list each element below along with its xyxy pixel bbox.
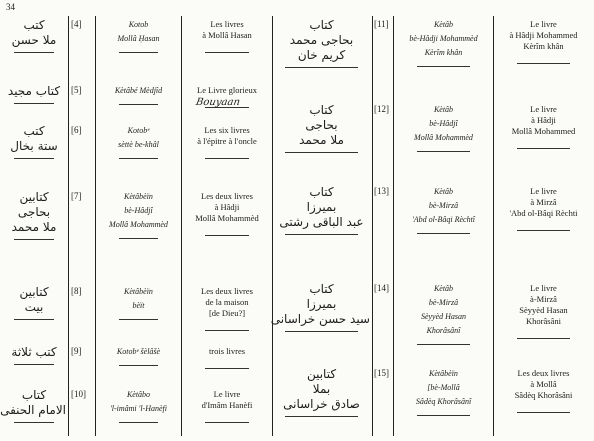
transliteration-line: sèttè be-khâl: [118, 140, 159, 149]
arabic-line: بملا: [312, 382, 331, 396]
transliteration-line: Kètâb: [433, 284, 454, 293]
arabic-line: عبد الباقی رشتی: [279, 215, 364, 229]
arabic-line: کتاب: [309, 282, 334, 296]
french-line: Mollâ Mohammèd: [195, 213, 259, 223]
transliteration-line: Kètâb: [433, 20, 454, 29]
french-line: Kèrîm khân: [523, 41, 564, 51]
transliteration-line: 'l-imâmi 'l-Hanèfi: [110, 404, 167, 413]
entry-number: [12]: [374, 104, 389, 114]
separator-rule: [119, 238, 158, 239]
separator-rule: [517, 63, 570, 64]
separator-rule: [285, 234, 358, 235]
entry-number: [8]: [71, 286, 82, 296]
transliteration-line: Mollâ Mohammèd: [109, 220, 168, 229]
french-line: à Hâdji: [214, 202, 240, 212]
arabic-line: کتابین: [19, 190, 49, 204]
french-line: Le livre: [530, 104, 557, 114]
entry-number: [13]: [374, 186, 389, 196]
transliteration-line: [bè-Mollâ: [427, 383, 460, 392]
french-line: Les deux livres: [201, 191, 253, 201]
transliteration-line: 'Abd ol-Bâqi Rèchtî: [411, 215, 476, 224]
separator-rule: [517, 148, 570, 149]
arabic-line: بمیرزا: [306, 200, 337, 214]
separator-rule: [119, 52, 158, 53]
arabic-line: کتب: [23, 18, 45, 32]
arabic-line: سید حسن خراسانی: [270, 312, 370, 326]
arabic-line: کتابین: [306, 367, 337, 381]
entry-number: [11]: [374, 19, 389, 29]
transliteration-line: Kotobᵉ: [127, 126, 150, 135]
transliteration-line: Mollâ Mohammèd: [414, 133, 473, 142]
separator-rule: [517, 230, 570, 231]
french-line: Les six livres: [204, 125, 250, 135]
separator-rule: [119, 319, 158, 320]
separator-rule: [205, 368, 249, 369]
french-line: Mollâ Mohammed: [511, 126, 576, 136]
arabic-line: صادق خراسانی: [283, 397, 360, 411]
column-divider: [393, 16, 394, 436]
separator-rule: [285, 331, 358, 332]
column-divider: [68, 16, 69, 436]
transliteration-line: bèït: [132, 301, 145, 310]
separator-rule: [14, 239, 54, 240]
arabic-line: بحاجی محمد: [289, 33, 354, 47]
french-line: à Mollâ Hasan: [202, 30, 252, 40]
transliteration-line: Khorâsânî: [426, 326, 461, 335]
arabic-line: کتاب: [21, 388, 47, 402]
french-line: à Hâdji Mohammed: [509, 30, 578, 40]
transliteration-line: Sèyyèd Hasan: [420, 312, 467, 321]
arabic-line: ستة بخال: [10, 139, 58, 153]
french-line: Sâdèq Khorâsâni: [514, 390, 573, 400]
transliteration-line: Kèrîm khân: [424, 48, 463, 57]
french-line: à Hâdji: [531, 115, 556, 125]
french-line: Le livre: [530, 186, 557, 196]
french-line: 'Abd ol-Bâqi Rèchti: [509, 208, 578, 218]
transliteration-line: Sâdèq Khorâsânî: [415, 397, 472, 406]
arabic-line: کتاب: [309, 185, 334, 199]
transliteration-line: Kotob: [128, 20, 149, 29]
arabic-line: الامام الحنفی: [0, 403, 66, 417]
french-line: Le livre: [530, 283, 557, 293]
separator-rule: [417, 66, 470, 67]
separator-rule: [14, 158, 54, 159]
transliteration-line: bè-Hâdji Mohammèd: [409, 34, 478, 43]
transliteration-line: Kètâbèïn: [124, 287, 153, 296]
french-line: à Mollâ: [530, 379, 557, 389]
separator-rule: [285, 416, 358, 417]
separator-rule: [285, 152, 358, 153]
transliteration-line: Mollâ Ḥasan: [117, 34, 160, 43]
arabic-line: بمیرزا: [306, 297, 337, 311]
arabic-line: کتب ثلاثة: [11, 345, 57, 359]
separator-rule: [119, 365, 158, 366]
transliteration-line: bè-Mirzâ: [428, 298, 459, 307]
separator-rule: [285, 67, 358, 68]
arabic-line: ملا محمد: [299, 133, 344, 147]
handwritten-signature: Bouyaan: [195, 97, 241, 108]
entry-number: [5]: [71, 85, 82, 95]
french-line: [de Dieu?]: [208, 308, 246, 318]
french-line: à Mirzâ: [530, 197, 557, 207]
entry-number: [9]: [71, 346, 82, 356]
separator-rule: [14, 319, 54, 320]
french-line: à l'épitre à l'oncle: [197, 136, 257, 146]
arabic-line: بیت: [24, 300, 44, 314]
separator-rule: [517, 338, 570, 339]
arabic-line: کتب: [23, 124, 45, 138]
arabic-line: کتاب: [309, 18, 334, 32]
separator-rule: [417, 344, 470, 345]
entry-number: [14]: [374, 283, 389, 293]
separator-rule: [14, 422, 54, 423]
transliteration-line: Kètâbo: [126, 390, 151, 399]
separator-rule: [119, 422, 158, 423]
french-line: Les deux livres: [201, 286, 253, 296]
separator-rule: [14, 364, 54, 365]
transliteration-line: Kètâbèïn: [429, 369, 458, 378]
separator-rule: [517, 412, 570, 413]
separator-rule: [205, 422, 249, 423]
french-line: Sèyyèd Hasan: [519, 305, 568, 315]
french-line: Les livres: [210, 19, 244, 29]
french-line: d'Imâm Hanèfi: [201, 400, 253, 410]
french-line: trois livres: [208, 346, 246, 356]
entry-number: [4]: [71, 19, 82, 29]
column-divider: [372, 16, 373, 436]
transliteration-line: Kètâb: [433, 105, 454, 114]
french-line: de la maison: [205, 297, 249, 307]
separator-rule: [119, 158, 158, 159]
transliteration-line: Kètâb: [433, 187, 454, 196]
separator-rule: [205, 235, 249, 236]
transliteration-line: Kotobᵉ šèlâšè: [116, 347, 161, 356]
arabic-line: کتاب مجید: [7, 84, 61, 98]
french-line: Le livre: [213, 389, 241, 399]
separator-rule: [205, 158, 249, 159]
arabic-line: کتاب: [309, 103, 334, 117]
french-line: Le Livre glorieux: [197, 85, 257, 95]
transliteration-line: bè-Hâdjî: [124, 206, 153, 215]
separator-rule: [417, 415, 470, 416]
transliteration-line: Kètâbé Mèdjîd: [114, 86, 163, 95]
arabic-line: بحاجی: [305, 118, 338, 132]
arabic-line: ملا حسن: [11, 33, 57, 47]
separator-rule: [14, 52, 54, 53]
column-divider: [181, 16, 182, 436]
entry-number: [7]: [71, 191, 82, 201]
french-line: à-Mirzâ: [530, 294, 557, 304]
arabic-line: کریم خان: [297, 48, 346, 62]
entry-number: [10]: [71, 389, 86, 399]
separator-rule: [417, 233, 470, 234]
separator-rule: [119, 104, 158, 105]
separator-rule: [417, 151, 470, 152]
separator-rule: [205, 330, 249, 331]
separator-rule: [205, 52, 249, 53]
french-line: Les deux livres: [517, 368, 570, 378]
arabic-line: بحاجی: [17, 205, 51, 219]
arabic-line: کتابین: [19, 285, 49, 299]
arabic-line: ملا محمد: [11, 220, 57, 234]
french-line: Khorâsâni: [526, 316, 561, 326]
french-line: Le livre: [530, 19, 557, 29]
transliteration-line: Kètâbèïn: [124, 192, 153, 201]
entry-number: [6]: [71, 125, 82, 135]
separator-rule: [14, 103, 54, 104]
transliteration-line: bè-Hâdjî: [429, 119, 458, 128]
transliteration-line: bè-Mirzâ: [428, 201, 459, 210]
entry-number: [15]: [374, 368, 389, 378]
column-divider: [493, 16, 494, 436]
column-divider: [95, 16, 96, 436]
page-number: 34: [6, 2, 15, 12]
